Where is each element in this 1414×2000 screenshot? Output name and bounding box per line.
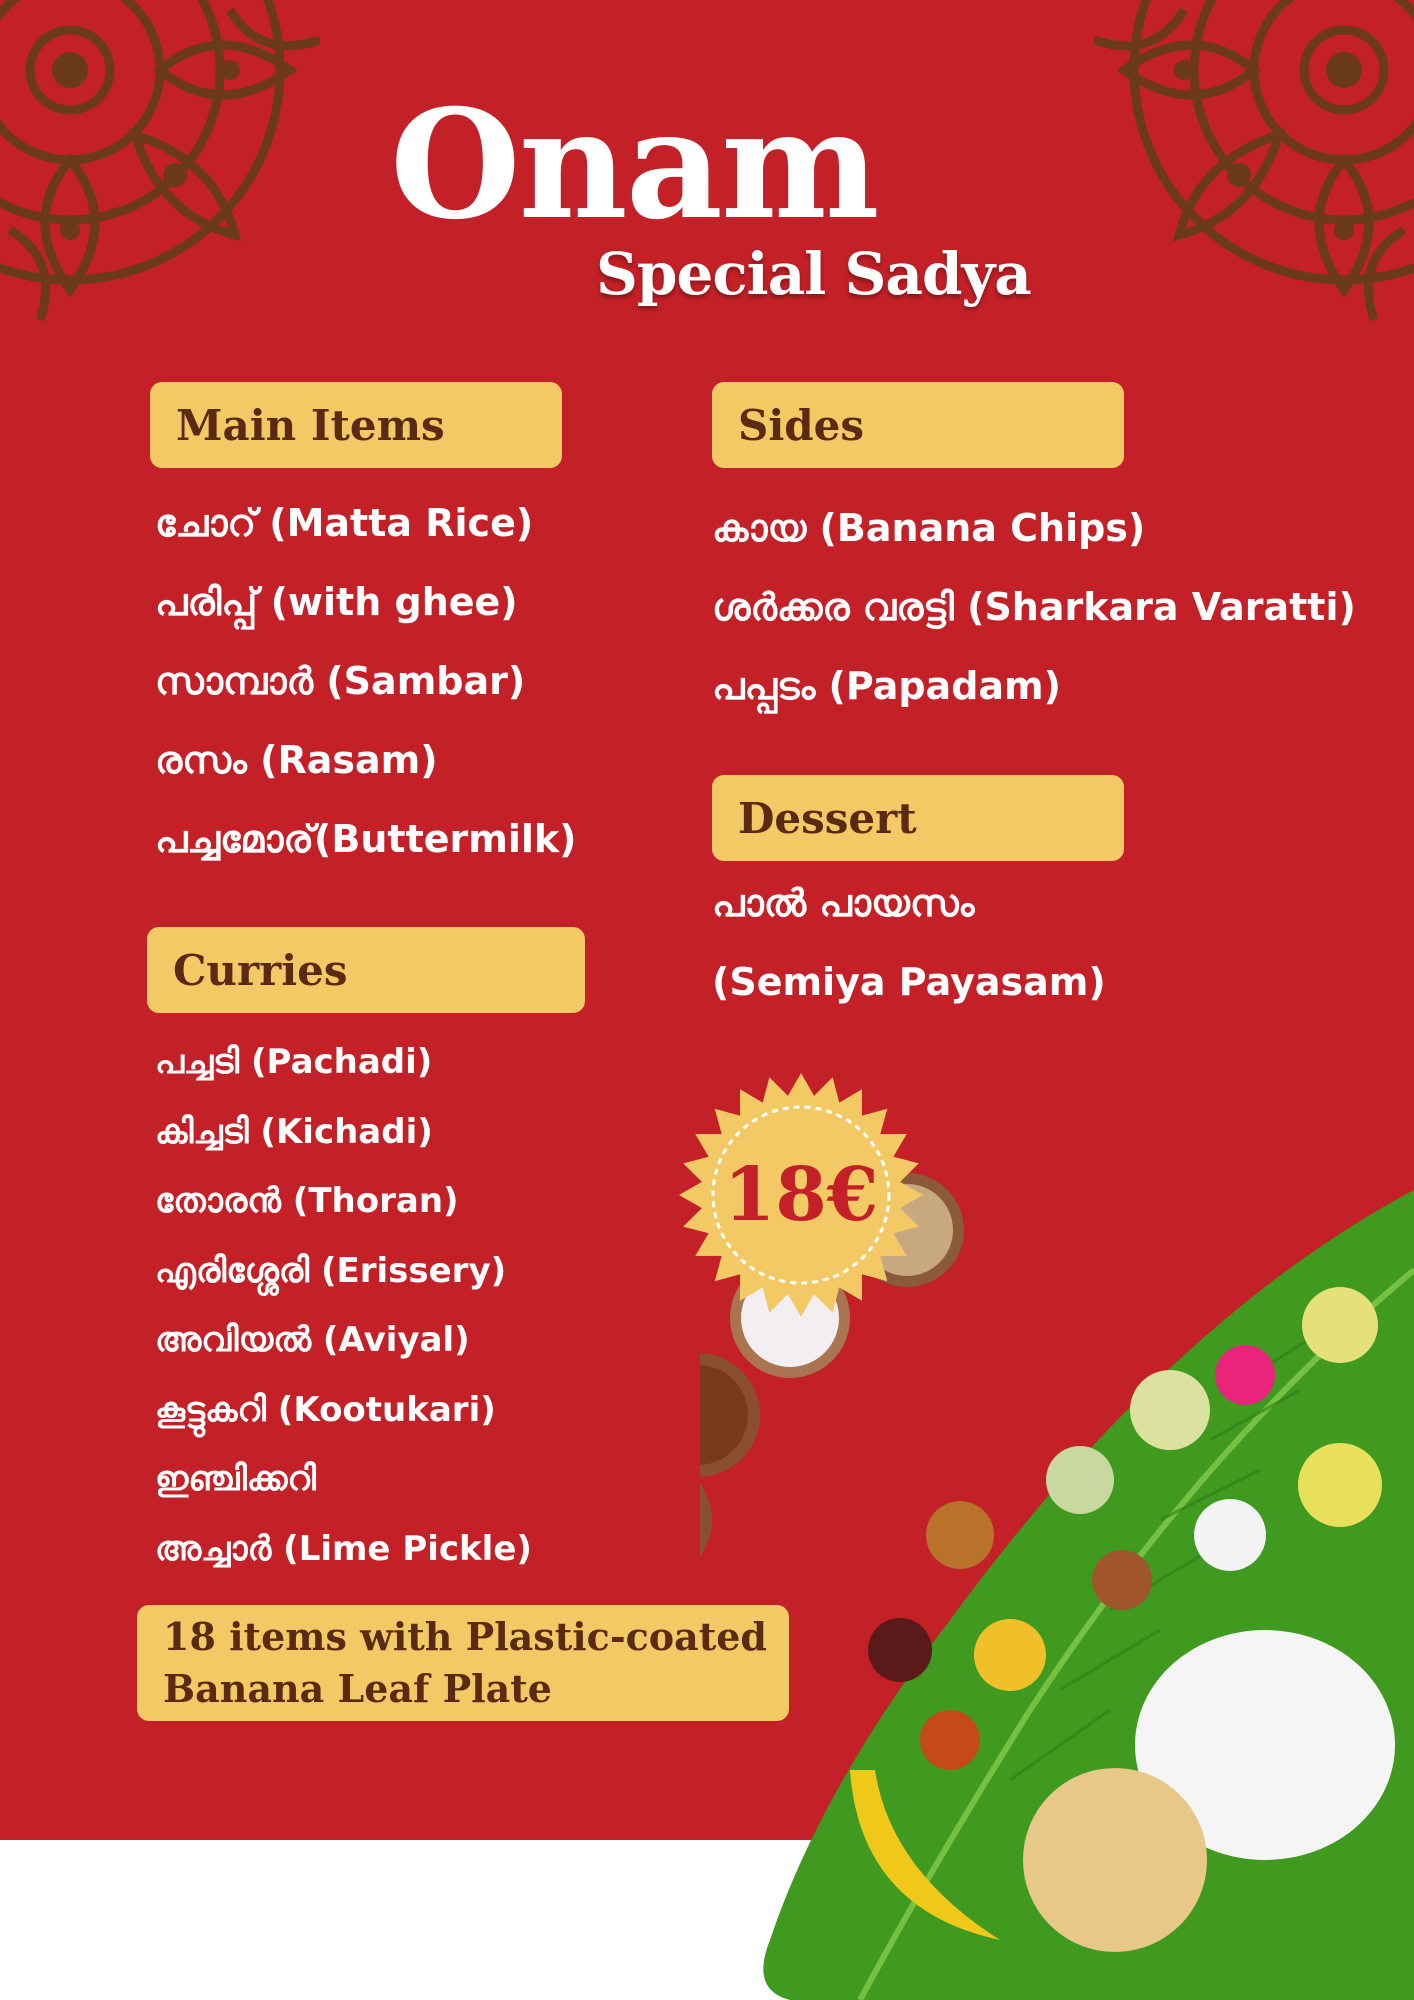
sharkara-varatti [926, 1501, 994, 1569]
menu-item: അവിയൽ (Aviyal) [155, 1320, 470, 1360]
menu-item: പച്ചമോര്(Buttermilk) [155, 817, 577, 861]
pickle [868, 1618, 932, 1682]
erissery [1046, 1446, 1114, 1514]
section-heading-curries: Curries [147, 927, 585, 1013]
poster-subtitle: Special Sadya [596, 240, 1031, 308]
menu-item: പരിപ്പ് (with ghee) [155, 580, 518, 624]
section-heading-main-items: Main Items [150, 382, 562, 468]
menu-item: പച്ചടി (Pachadi) [155, 1042, 433, 1082]
footer-line: Banana Leaf Plate [163, 1666, 552, 1711]
banana-chips [974, 1619, 1046, 1691]
mandala-ornament-right [1094, 0, 1414, 330]
aviyal [1298, 1443, 1382, 1527]
menu-item: അച്ചാർ (Lime Pickle) [155, 1528, 532, 1569]
papadam [1023, 1768, 1207, 1952]
menu-item: പപ്പടം (Papadam) [712, 664, 1062, 708]
menu-item: (Semiya Payasam) [712, 960, 1106, 1004]
section-heading-sides: Sides [712, 382, 1124, 468]
menu-item: ശർക്കര വരട്ടി (Sharkara Varatti) [712, 585, 1356, 629]
menu-item: ഇഞ്ചിക്കറി [155, 1459, 316, 1499]
inchi-curry [1092, 1550, 1152, 1610]
menu-item: പാൽ പായസം [712, 881, 975, 925]
menu-item: രസം (Rasam) [155, 738, 438, 782]
dessert-list [712, 880, 1106, 1038]
footer-line: 18 items with Plastic-coated [163, 1614, 767, 1659]
poster-title: Onam [390, 77, 878, 253]
menu-item: എരിശ്ശേരി (Erissery) [155, 1250, 507, 1291]
menu-item: സാമ്പാർ (Sambar) [155, 659, 526, 703]
sides-list [712, 505, 1356, 742]
kootukari [1194, 1499, 1266, 1571]
price-label: 18€ [723, 1152, 879, 1238]
menu-item: കിച്ചടി (Kichadi) [155, 1111, 433, 1152]
menu-item: തോരൻ (Thoran) [155, 1181, 459, 1221]
section-heading-dessert: Dessert [712, 775, 1124, 861]
thoran [1302, 1287, 1378, 1363]
menu-item: കായ (Banana Chips) [712, 506, 1146, 550]
main-items-list [155, 500, 577, 895]
menu-item: കൂട്ടുകറി (Kootukari) [155, 1389, 496, 1430]
curries-list [155, 1040, 532, 1596]
menu-item: ചോറ് (Matta Rice) [155, 501, 534, 545]
pachadi [1215, 1345, 1275, 1405]
lime-pickle [920, 1710, 980, 1770]
kichadi [1130, 1370, 1210, 1450]
footer-note [137, 1605, 789, 1721]
mandala-ornament-left [0, 0, 320, 330]
